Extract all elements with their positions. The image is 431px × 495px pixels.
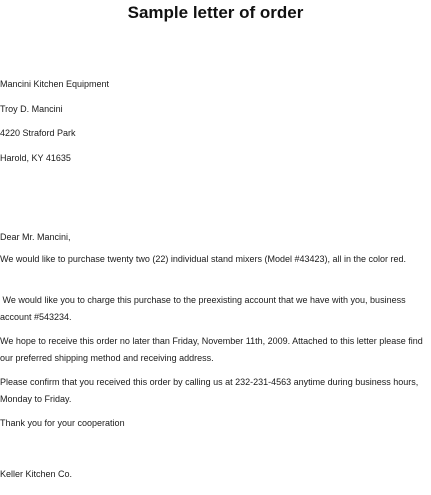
recipient-street: 4220 Straford Park xyxy=(0,128,76,138)
body-paragraph-4: Please confirm that you received this order by calling us at 232-231-4563 anytime during business hours, Monday to Friday. xyxy=(0,377,419,404)
salutation: Dear Mr. Mancini, xyxy=(0,232,71,242)
signature: Keller Kitchen Co. xyxy=(0,469,73,479)
recipient-company: Mancini Kitchen Equipment xyxy=(0,79,110,89)
recipient-city: Harold, KY 41635 xyxy=(0,153,71,163)
body-paragraph-1: We would like to purchase twenty two (22) individual stand mixers (Model #43423), all in the color red. xyxy=(0,254,407,264)
body-paragraph-2: We would like you to charge this purchase to the preexisting account that we have with you, business account #543234. xyxy=(0,295,409,322)
recipient-name: Troy D. Mancini xyxy=(0,104,63,114)
letter-title: Sample letter of order xyxy=(127,3,304,22)
body-paragraph-5: Thank you for your cooperation xyxy=(0,418,125,428)
body-paragraph-3: We hope to receive this order no later than Friday, November 11th, 2009. Attached to this letter please find our preferred shipping method and receiving address. xyxy=(0,336,423,363)
